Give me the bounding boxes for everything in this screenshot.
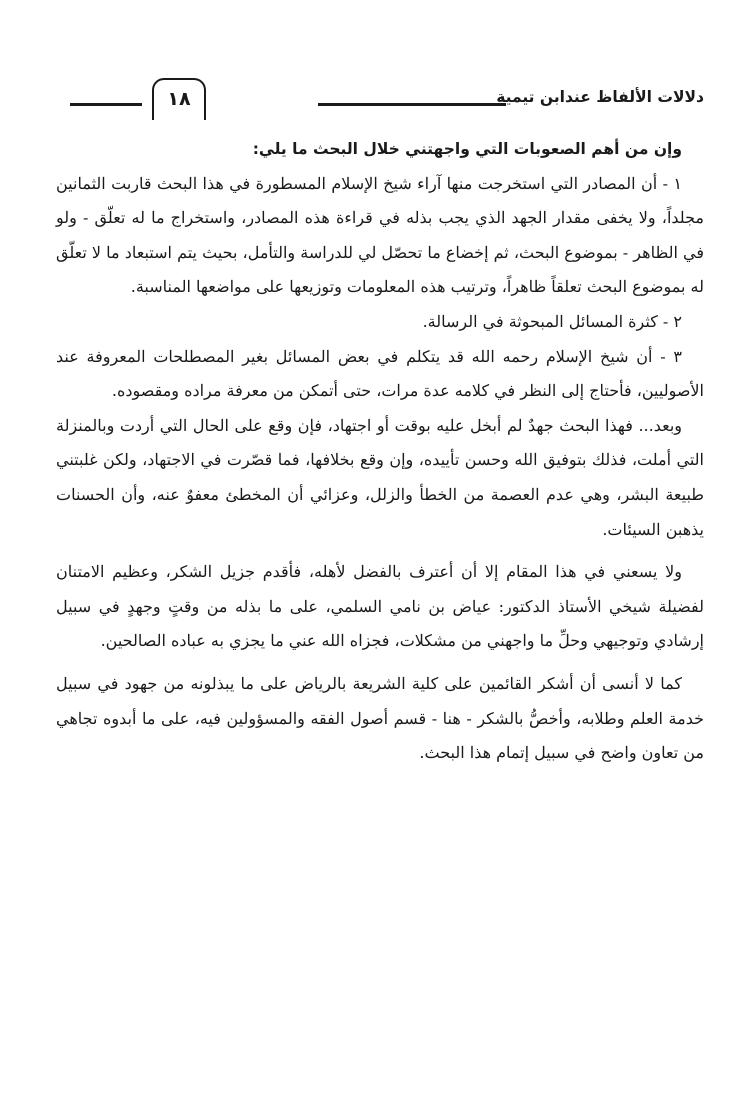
paragraph-closing: وبعد... فهذا البحث جهدٌ لم أبخل عليه بوقت أو اجتهاد، فإن وقع على الحال التي أردت وبالمنزلة التي أملت، فذلك بتوفيق الله وحسن تأييده، وإن وقع بخلافها، فما قصّرت في الاجتهاد، ولكن غلبتني طبيعة البشر، وهي عدم العصمة من الخطأ والزلل، وعزائي أن المخطئ معفوٌ عنه، وأن الحسنات يذهبن السيئات. — [56, 415, 704, 539]
page-number: ١٨ — [152, 78, 206, 120]
paragraph-intro: وإن من أهم الصعوبات التي واجهتني خلال البحث ما يلي: — [252, 140, 682, 158]
body-text — [56, 132, 704, 771]
paragraph-thanks-supervisor: ولا يسعني في هذا المقام إلا أن أعترف بالفضل لأهله، فأقدم جزيل الشكر، وعظيم الامتنان لفضيلة شيخي الأستاذ الدكتور: عياض بن نامي السلمي، على ما بذله من وقتٍ وجهدٍ في سبيل إرشادي وتوجيهي وحلِّ ما واجهني من مشكلات، فجزاه الله عني ما يجزي به عباده الصالحين. — [56, 562, 704, 651]
book-page — [56, 78, 704, 771]
paragraph-difficulty-1: ١ - أن المصادر التي استخرجت منها آراء شيخ الإسلام المسطورة في هذا البحث قاربت الثمانين مجلداً، ولا يخفى مقدار الجهد الذي يجب بذله في قراءة هذه المصادر، واستخراج ما له تعلّق - ولو في الظاهر - بموضوع البحث، ثم إخضاع ما تحصّل لي للدراسة والتأمل، بحيث يتم استبعاد ما لا تعلّق له بموضوع البحث تعلقاً ظاهراً، وترتيب هذه المعلومات وتوزيعها على مواضعها المناسبة. — [56, 173, 704, 297]
paragraph-thanks-college: كما لا أنسى أن أشكر القائمين على كلية الشريعة بالرياض على ما يبذلونه من جهود في سبيل خدمة العلم وطلابه، وأخصُّ بالشكر - هنا - قسم أصول الفقه والمسؤولين فيه، على ما أبدوه تجاهي من تعاون واضح في سبيل إتمام هذا البحث. — [56, 673, 704, 763]
running-title: دلالات الألفاظ عندابن تيمية — [496, 88, 704, 106]
paragraph-difficulty-2: ٢ - كثرة المسائل المبحوثة في الرسالة. — [422, 311, 682, 331]
paragraph-difficulty-3: ٣ - أن شيخ الإسلام رحمه الله قد يتكلم في بعض المسائل بغير المصطلحات المعروفة عند الأصوليين، فأحتاج إلى النظر في كلامه عدة مرات، حتى أتمكن من معرفة مراده ومقصوده. — [56, 346, 704, 401]
page-header — [56, 78, 704, 124]
